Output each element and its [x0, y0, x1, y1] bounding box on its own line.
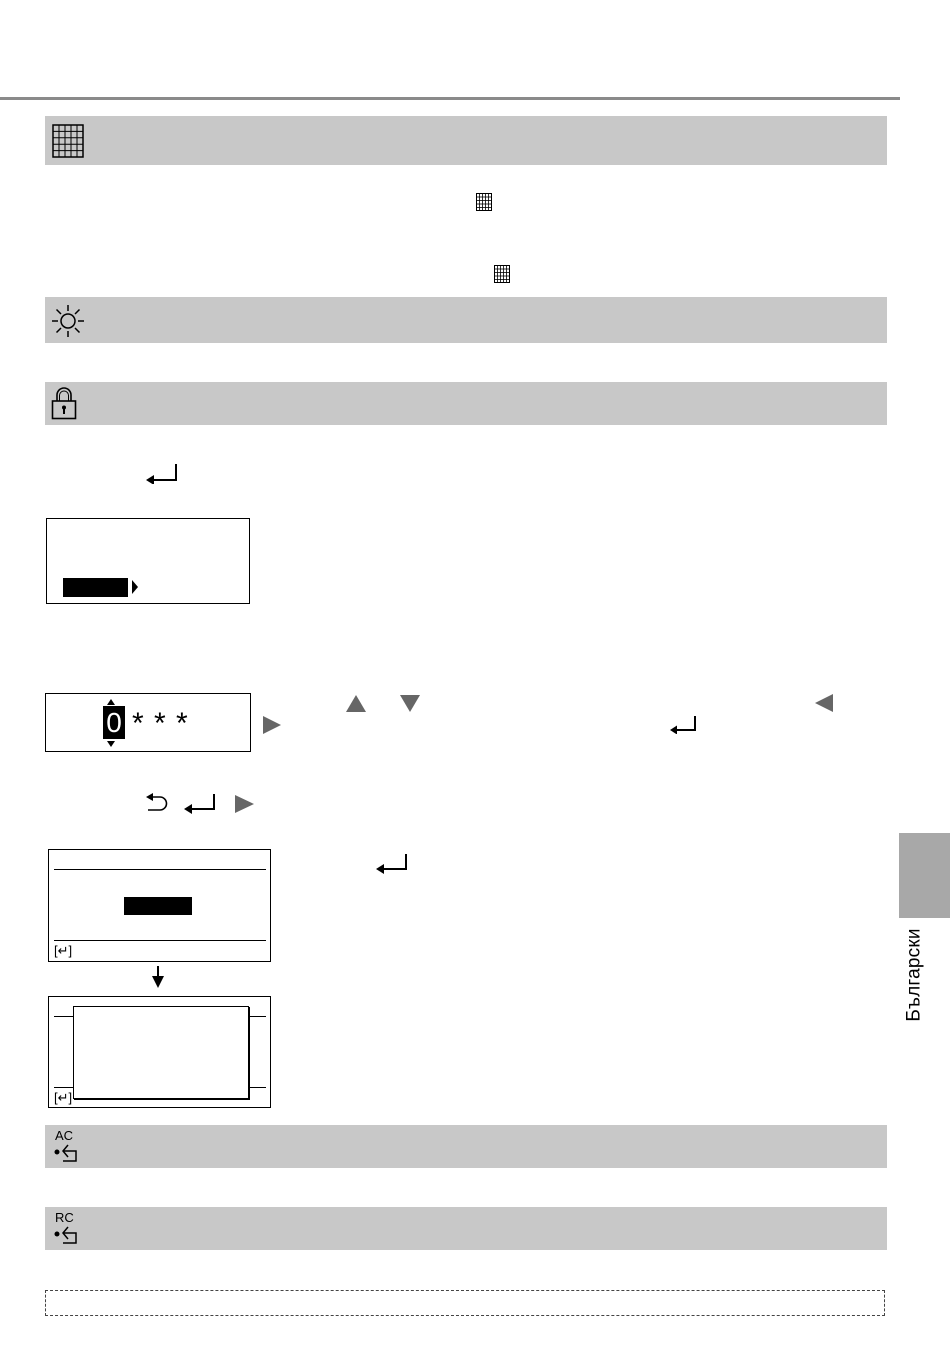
return-icon	[144, 792, 170, 814]
grid-icon	[52, 124, 84, 158]
section-bar-grid	[45, 116, 887, 165]
footer-enter-symbol: [↵]	[54, 943, 73, 958]
section-bar-sun	[45, 297, 887, 343]
note-box	[45, 1290, 885, 1316]
ac-label: AC	[55, 1128, 74, 1143]
arrow-right-icon	[263, 716, 281, 734]
screen-divider	[248, 1016, 266, 1017]
section-bar-ac	[45, 1125, 887, 1168]
digit-up-icon	[107, 699, 115, 705]
flow-arrow-down-icon	[152, 976, 164, 988]
reset-arrow-icon	[54, 1144, 90, 1164]
lcd-confirm-screen	[48, 849, 271, 962]
screen-divider	[54, 940, 266, 941]
screen-divider	[54, 1016, 74, 1017]
arrow-up-icon	[346, 695, 366, 712]
section-bar-lock	[45, 382, 887, 425]
enter-icon	[182, 792, 216, 814]
rc-reset-icon	[54, 1211, 94, 1247]
screen-divider	[54, 869, 266, 870]
digit-down-icon	[107, 741, 115, 747]
arrow-left-icon	[815, 694, 833, 712]
lcd-password-screen	[45, 693, 251, 752]
enter-icon	[669, 714, 697, 734]
menu-highlight	[63, 578, 128, 597]
enter-icon	[374, 852, 408, 874]
popup-dialog	[73, 1006, 249, 1099]
header-rule	[0, 97, 900, 100]
arrow-down-icon	[400, 695, 420, 712]
menu-arrow-icon	[132, 580, 138, 594]
language-label: Български	[904, 928, 925, 1022]
language-label-wrap	[893, 925, 937, 1025]
confirm-highlight	[124, 897, 192, 915]
masked-digits: * * *	[132, 707, 189, 740]
padlock-icon	[51, 386, 77, 420]
arrow-right-icon	[235, 795, 254, 813]
section-bar-rc	[45, 1207, 887, 1250]
lcd-menu-screen	[46, 518, 250, 604]
language-tab	[899, 833, 950, 918]
grid-icon	[494, 265, 510, 283]
screen-divider	[248, 1087, 266, 1088]
screen-divider	[54, 1087, 74, 1088]
selected-digit: 0	[103, 706, 125, 739]
reset-arrow-icon	[54, 1226, 90, 1246]
enter-icon	[144, 462, 178, 484]
ac-reset-icon	[54, 1129, 94, 1165]
grid-icon	[476, 193, 492, 211]
rc-label: RC	[55, 1210, 74, 1225]
footer-enter-symbol: [↵]	[54, 1090, 73, 1105]
sun-icon	[51, 304, 85, 338]
lcd-result-screen	[48, 996, 271, 1108]
